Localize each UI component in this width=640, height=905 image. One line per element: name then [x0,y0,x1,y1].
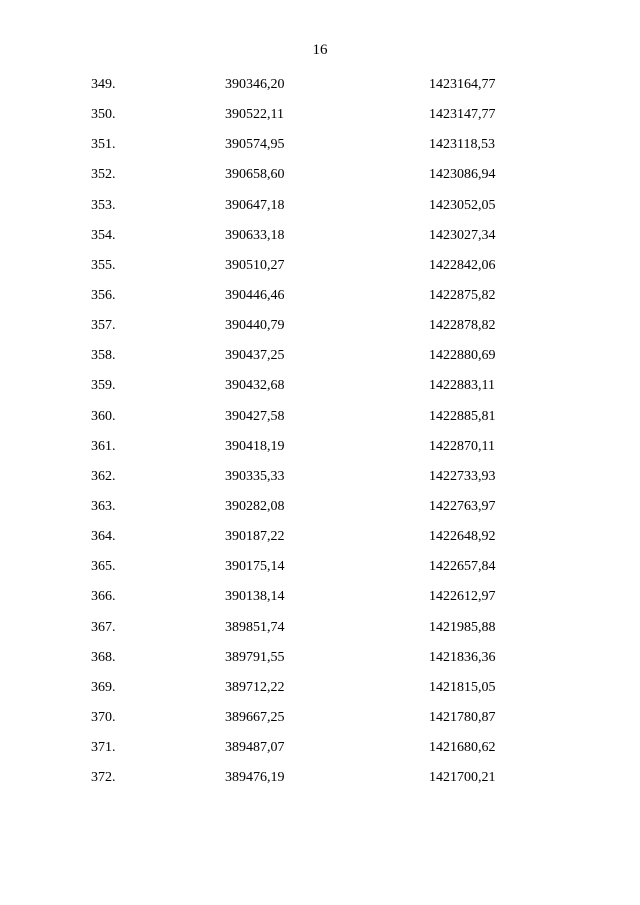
y-coordinate: 1421680,62 [429,740,496,756]
y-coordinate: 1422648,92 [429,529,496,545]
table-row [0,227,640,257]
x-coordinate: 390432,68 [225,378,285,394]
y-coordinate: 1423164,77 [429,77,496,92]
x-coordinate: 389667,25 [225,709,285,725]
x-coordinate: 390574,95 [225,137,285,153]
point-number: 364. [91,529,116,545]
x-coordinate: 390335,33 [225,468,285,484]
table-row [0,317,640,347]
point-number: 349. [91,77,116,92]
y-coordinate: 1423118,53 [429,137,495,153]
point-number: 366. [91,589,116,605]
y-coordinate: 1422657,84 [429,559,496,575]
point-number: 359. [91,378,116,394]
x-coordinate: 389851,74 [225,619,285,635]
point-number: 356. [91,287,116,303]
table-row [0,257,640,287]
y-coordinate: 1422612,97 [429,589,496,605]
point-number: 355. [91,257,116,273]
table-row [0,408,640,438]
x-coordinate: 389791,55 [225,649,285,665]
y-coordinate: 1422878,82 [429,318,496,334]
table-row [0,739,640,769]
point-number: 361. [91,438,116,454]
y-coordinate: 1422883,11 [429,378,495,394]
point-number: 352. [91,167,116,183]
point-number: 351. [91,137,116,153]
y-coordinate: 1423027,34 [429,227,496,243]
table-row [0,197,640,227]
y-coordinate: 1423086,94 [429,167,496,183]
y-coordinate: 1421985,88 [429,619,496,635]
page-number: 16 [312,42,328,58]
y-coordinate: 1421815,05 [429,679,496,695]
x-coordinate: 390418,19 [225,438,285,454]
y-coordinate: 1422885,81 [429,408,496,424]
point-number: 353. [91,197,116,213]
table-row [0,619,640,649]
table-row [0,438,640,468]
table-row [0,106,640,136]
table-row [0,709,640,739]
x-coordinate: 390346,20 [225,77,285,92]
y-coordinate: 1421780,87 [429,709,496,725]
y-coordinate: 1422842,06 [429,257,496,273]
point-number: 350. [91,107,116,123]
table-row [0,287,640,317]
table-row [0,498,640,528]
point-number: 354. [91,227,116,243]
x-coordinate: 390522,11 [225,107,284,123]
y-coordinate: 1422880,69 [429,348,496,364]
y-coordinate: 1423052,05 [429,197,496,213]
x-coordinate: 390437,25 [225,348,285,364]
table-row [0,649,640,679]
point-number: 365. [91,559,116,575]
x-coordinate: 390440,79 [225,318,285,334]
point-number: 367. [91,619,116,635]
x-coordinate: 390187,22 [225,529,285,545]
y-coordinate: 1421836,36 [429,649,496,665]
table-row [0,166,640,196]
table-row [0,377,640,407]
x-coordinate: 389487,07 [225,740,285,756]
table-row [0,136,640,166]
table-row [0,558,640,588]
table-row [0,347,640,377]
table-row [0,76,640,106]
x-coordinate: 390658,60 [225,167,285,183]
table-row [0,528,640,558]
point-number: 357. [91,318,116,334]
point-number: 369. [91,679,116,695]
x-coordinate: 389712,22 [225,679,285,695]
x-coordinate: 390282,08 [225,498,285,514]
point-number: 372. [91,770,116,786]
point-number: 370. [91,709,116,725]
x-coordinate: 390633,18 [225,227,285,243]
point-number: 368. [91,649,116,665]
point-number: 358. [91,348,116,364]
point-number: 360. [91,408,116,424]
x-coordinate: 390647,18 [225,197,285,213]
x-coordinate: 389476,19 [225,770,285,786]
y-coordinate: 1422733,93 [429,468,496,484]
y-coordinate: 1422870,11 [429,438,495,454]
point-number: 362. [91,468,116,484]
x-coordinate: 390446,46 [225,287,285,303]
y-coordinate: 1422875,82 [429,287,496,303]
table-row [0,588,640,618]
table-row [0,468,640,498]
y-coordinate: 1423147,77 [429,107,496,123]
y-coordinate: 1422763,97 [429,498,496,514]
x-coordinate: 390427,58 [225,408,285,424]
y-coordinate: 1421700,21 [429,770,496,786]
table-row [0,769,640,799]
table-row [0,679,640,709]
x-coordinate: 390138,14 [225,589,285,605]
point-number: 371. [91,740,116,756]
x-coordinate: 390175,14 [225,559,285,575]
coordinate-table [0,76,640,799]
x-coordinate: 390510,27 [225,257,285,273]
point-number: 363. [91,498,116,514]
